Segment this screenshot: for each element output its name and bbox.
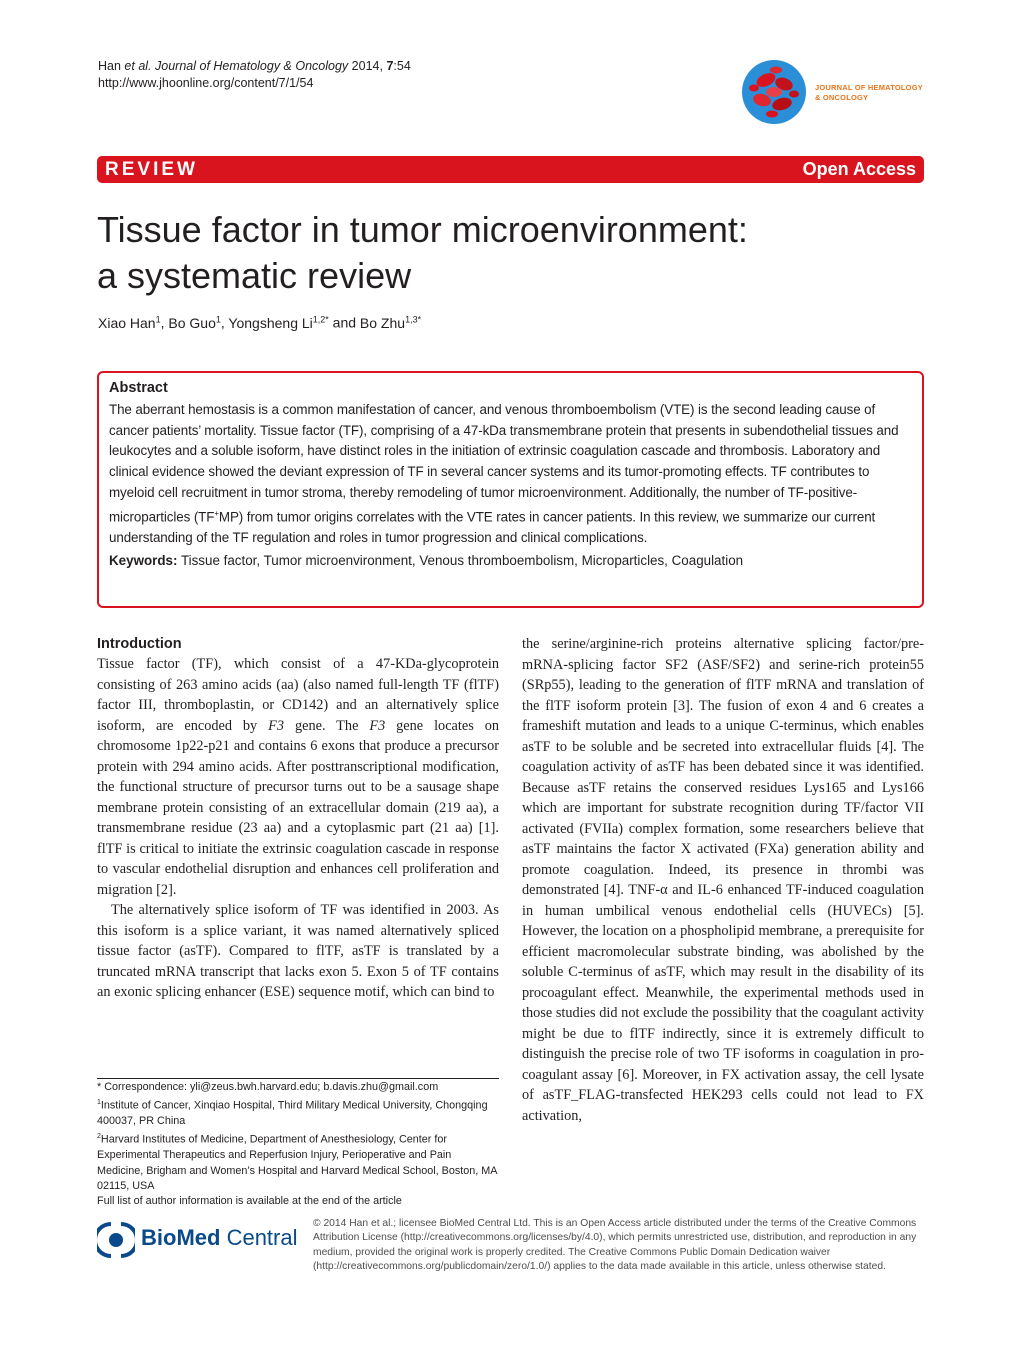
journal-logo-line2: & ONCOLOGY — [815, 93, 869, 102]
author-info-note: Full list of author information is available at the end of the article — [97, 1195, 402, 1208]
footnotes — [97, 1080, 499, 1210]
body-paragraph: Tissue factor (TF), which consist of a 47-KDa-glycoprotein consisting of 263 amino acids (aa) (also named full-length TF (flTF) factor III, thromboplastin, or CD142) and an alternatively splice isoform, are encoded by F3 gene. The F3 gene locates on chromosome 1p22-p21 and contains 6 exons that produce a precursor protein with 294 amino acids. After posttranscriptional modification, the functional structure of precursor turns out to be a sausage shape membrane protein consisting of an extracellular domain (219 aa), a transmembrane residue (23 aa) and a cytoplasmic part (21 aa) [1]. flTF is critical to initiate the extrinsic coagulation cascade in response to vascular endothelial disruption and enhances cell proliferation and migration [2]. — [97, 656, 499, 898]
section-heading-introduction: Introduction — [97, 636, 182, 652]
author-separator: , — [220, 314, 229, 331]
article-type-banner — [97, 156, 924, 183]
citation-etal: et al. — [124, 59, 152, 73]
article-type-label: REVIEW — [105, 159, 198, 180]
publisher-name: BioMed Central — [141, 1225, 298, 1250]
citation-article: :54 — [393, 59, 411, 73]
title-line-2: a systematic review — [97, 255, 412, 296]
citation-line — [98, 58, 411, 75]
author[interactable]: Xiao Han$^1$ — [98, 314, 161, 331]
biomed-central-icon — [97, 1220, 135, 1260]
body-paragraph: the serine/arginine-rich proteins alternative splicing factor/pre-mRNA-splicing factor SF2 (ASF/SF2) and serine-rich protein55 (SRp55), leading to the generation of flTF mRNA and translation of the flTF isoform protein [3]. The fusion of exon 4 and 6 creates a frameshift mutation and leads to a unique C-terminus, which enables asTF to be soluble and be secreted into extracellular fluids [4]. The coagulation activity of asTF has been debated since it was identified. Because asTF retains the conserved residues Lys165 and Lys166 which are important for substrate recognition during TF/factor VII activated (FVIIa) complex formation, some researchers believe that asTF maintains the factor X activated (FXa) generation ability and promote coagulation. Indeed, its presence in thrombi was demonstrated [4]. TNF-α and IL-6 enhanced TF-induced coagulation in human umbilical venous endothelial cells (HUVECs) [5]. However, the location on a phospholipid membrane, a prerequisite for efficient macromolecular substrate binding, was abolished by the soluble C-terminus of asTF, which may result in the disability of its procoagulant effect. Meanwhile, the experimental methods used in those studies did not exclude the possibility that the coagulant activity might be due to flTF indirectly, since it is extremely difficult to distinguish the precise role of two TF isoforms in coagulation in pro-coagulant assay [6]. Moreover, in FX activation assay, the cell lysate of asTF_FLAG-transfected HEK293 cells could not lead to FX activation, — [522, 636, 924, 1124]
footnote-divider — [97, 1078, 499, 1079]
body-paragraph: The alternatively splice isoform of TF was identified in 2003. As this isoform is a splice variant, it was named alternatively spliced tissue factor (asTF). Compared to flTF, asTF is translated by a truncated mRNA transcript that lacks exon 5. Exon 5 of TF contains an exonic splicing enhancer (ESE) sequence motif, which can bind to — [97, 902, 499, 1000]
article-url[interactable]: http://www.jhoonline.org/content/7/1/54 — [98, 76, 314, 90]
title-line-1: Tissue factor in tumor microenvironment: — [97, 209, 748, 250]
article-title — [97, 207, 927, 299]
author[interactable]: Bo Zhu$^{1,3*}$ — [359, 314, 422, 331]
abstract-heading: Abstract — [109, 380, 168, 396]
journal-logo-text — [815, 83, 923, 103]
license-text: © 2014 Han et al.; licensee BioMed Central Ltd. This is an Open Access article distributed under the terms of the Creative Commons Attribution License (http://creativecommons.org/licenses/by/4.0), which permits unrestricted use, distribution, and reproduction in any medium, provided the original work is properly credited. The Creative Commons Public Domain Dedication waiver (http://creativecommons.org/publicdomain/zero/1.0/) applies to the data made available in this article, unless otherwise stated. — [313, 1218, 917, 1272]
open-access-label: Open Access — [802, 159, 916, 179]
citation-journal: Journal of Hematology & Oncology — [155, 59, 349, 73]
body-column-left — [97, 634, 499, 1003]
body-column-right — [522, 634, 924, 1126]
affiliation-2: $^2$Harvard Institutes of Medicine, Department of Anesthesiology, Center for Experimental Therapeutics and Reperfusion Injury, Perioperative and Pain Medicine, Brigham and Women’s Hospital and Harvard Medical School, Boston, MA 02115, USA — [97, 1133, 497, 1192]
citation-author: Han — [98, 59, 121, 73]
abstract-text: The aberrant hemostasis is a common manifestation of cancer, and venous thromboembolism (VTE) is the second leading cause of cancer patients’ mortality. Tissue factor (TF), comprising of a 47-kDa transmembrane protein that presents in subendothelial tissues and leukocytes and a soluble isoform, have distinct roles in the initiation of extrinsic coagulation cascade and thrombosis. Laboratory and clinical evidence showed the deviant expression of TF in several cancer systems and its tumor-promoting effects. TF contributes to myeloid cell recruitment in tumor stroma, thereby remodeling of tumor microenvironment. Additionally, the number of TF-positive-microparticles (TF+MP) from tumor origins correlates with the VTE rates in cancer patients. In this review, we summarize our current understanding of the TF regulation and roles in tumor progression and clinical complications. — [109, 402, 899, 545]
abstract-box — [97, 371, 924, 608]
author-list — [98, 314, 421, 331]
author-separator: , — [160, 314, 169, 331]
header-citation — [98, 58, 411, 92]
affiliation-1: $^1$Institute of Cancer, Xinqiao Hospital, Third Military Medical University, Chongqing 400037, PR China — [97, 1099, 488, 1128]
author[interactable]: Yongsheng $Li^{1,2*}$ — [228, 314, 329, 331]
author[interactable]: Bo Guo$^1$ — [168, 314, 221, 331]
citation-volume: 7 — [386, 59, 394, 73]
citation-year: 2014, — [351, 59, 383, 73]
author-separator: and — [328, 314, 360, 331]
keywords — [109, 551, 912, 571]
publisher-logo — [97, 1220, 298, 1260]
correspondence[interactable]: * Correspondence: yli@zeus.bwh.harvard.edu; b.davis.zhu@gmail.com — [97, 1081, 439, 1093]
keywords-label: Keywords: — [109, 553, 178, 569]
journal-logo-icon — [734, 58, 814, 126]
keywords-list: Tissue factor, Tumor microenvironment, Venous thromboembolism, Microparticles, Coagulation — [180, 553, 744, 569]
journal-logo-line1: JOURNAL OF HEMATOLOGY — [815, 83, 923, 92]
